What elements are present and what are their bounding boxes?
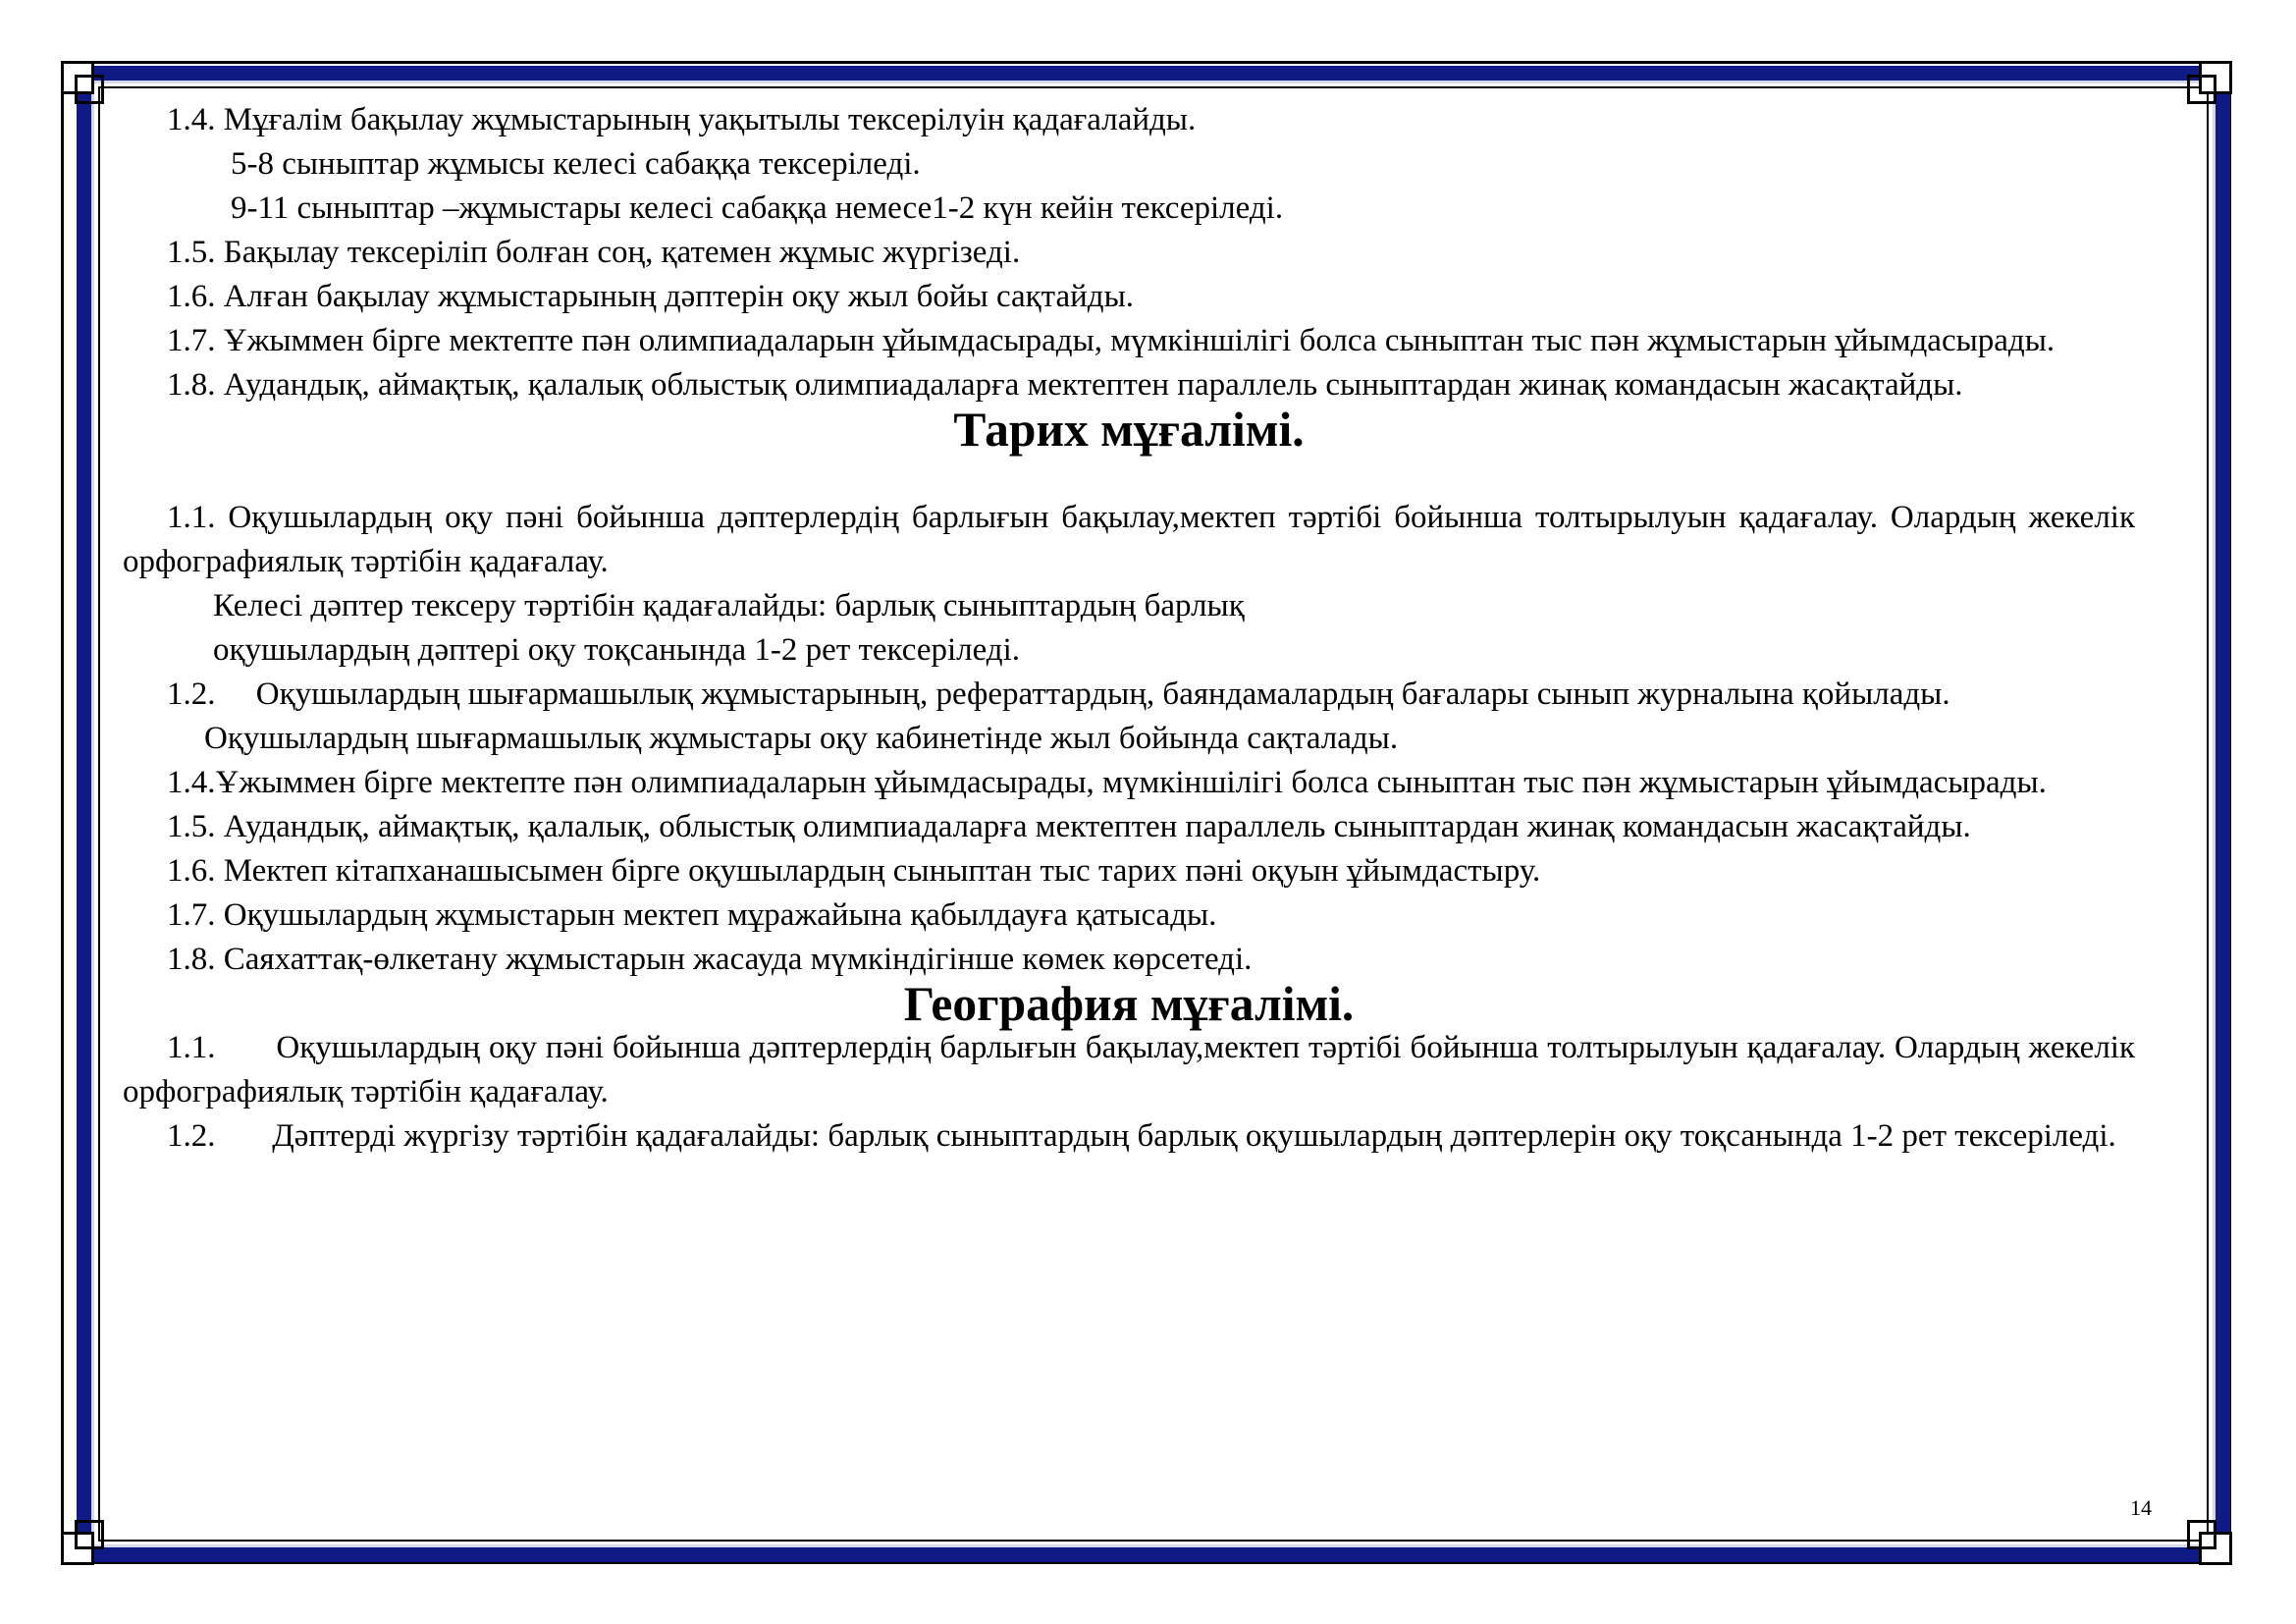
paragraph: 1.4. Мұғалім бақылау жұмыстарының уақытылы тексерілуін қадағалайды. — [167, 102, 1197, 137]
paragraph: 1.2. Дәптерді жүргізу тәртібін қадағалайды: барлық сыныптардың барлық оқушылардың дәптерлерін оқу тоқсанында 1-2 рет тексеріледі. — [167, 1118, 2116, 1154]
paragraph: 1.2. Оқушылардың шығармашылық жұмыстарының, рефераттардың, баяндамалардың бағалары сынып журналына қойылады. — [167, 677, 1950, 712]
history-teacher-heading: Тарих мұғалімі. — [953, 403, 1305, 457]
frame-corner-top-right — [2187, 61, 2232, 106]
paragraph: 1.8. Саяхаттақ-өлкетану жұмыстарын жасауда мүмкіндігінше көмек көрсетеді. — [167, 942, 1253, 977]
paragraph: 1.5. Бақылау тексеріліп болған соң, қатемен жұмыс жүргізеді. — [167, 235, 1021, 270]
blank-line — [123, 452, 2135, 496]
paragraph: 1.1. Оқушылардың оқу пәні бойынша дәптерлердің барлығын бақылау,мектеп тәртібі бойынша толтырылуын қадағалау. Олардың жекелік орфографиялық тәртібін қадағалау. — [123, 1030, 2144, 1110]
paragraph: оқушылардың дәптері оқу тоқсанында 1-2 рет тексеріледі. — [213, 632, 1021, 668]
paragraph: 1.4.Ұжыммен бірге мектепте пән олимпиадаларын ұйымдасырады, мүмкіншілігі болса сыныптан тыс пән жұмыстарын ұйымдасырады. — [167, 765, 2047, 800]
frame-corner-top-left — [61, 61, 106, 106]
paragraph: 1.1. Оқушылардың оқу пәні бойынша дәптерлердің барлығын бақылау,мектеп тәртібі бойынша толтырылуын қадағалау. Олардың жекелік орфографиялық тәртібін қадағалау. — [123, 500, 2135, 579]
paragraph: 1.7. Оқушылардың жұмыстарын мектеп мұражайына қабылдауға қатысады. — [167, 897, 1217, 933]
paragraph: 5-8 сыныптар жұмысы келесі сабаққа тексеріледі. — [231, 146, 921, 182]
paragraph: 1.5. Аудандық, аймақтық, қалалық, облыстық олимпиадаларға мектептен параллель сыныптардан жинақ командасын жасақтайды. — [167, 809, 1971, 844]
paragraph: 1.6. Мектеп кітапханашысымен бірге оқушылардың сыныптан тыс тарих пәні оқуын ұйымдастыру. — [167, 853, 1541, 889]
paragraph: 9-11 сыныптар –жұмыстары келесі сабаққа немесе1-2 күн кейін тексеріледі. — [231, 190, 1284, 226]
paragraph: 1.7. Ұжыммен бірге мектепте пән олимпиадаларын ұйымдасырады, мүмкіншілігі болса сыныптан тыс пән жұмыстарын ұйымдасырады. — [167, 323, 2056, 358]
paragraph: 1.8. Аудандық, аймақтық, қалалық облыстық олимпиадаларға мектептен параллель сыныптардан жинақ командасын жасақтайды. — [167, 367, 1963, 403]
page-number: 14 — [2130, 1495, 2152, 1520]
geography-teacher-heading: География мұғалімі. — [903, 977, 1355, 1031]
paragraph: Оқушылардың шығармашылық жұмыстары оқу кабинетінде жыл бойында сақталады. — [204, 721, 1399, 756]
frame-corner-bottom-left — [61, 1520, 106, 1565]
paragraph: Келесі дәптер тексеру тәртібін қадағалайды: барлық сыныптардың барлық — [213, 588, 1245, 623]
frame-corner-bottom-right — [2187, 1520, 2232, 1565]
document-body — [123, 98, 2144, 1159]
paragraph: 1.6. Алған бақылау жұмыстарының дәптерін оқу жыл бойы сақтайды. — [167, 279, 1135, 314]
